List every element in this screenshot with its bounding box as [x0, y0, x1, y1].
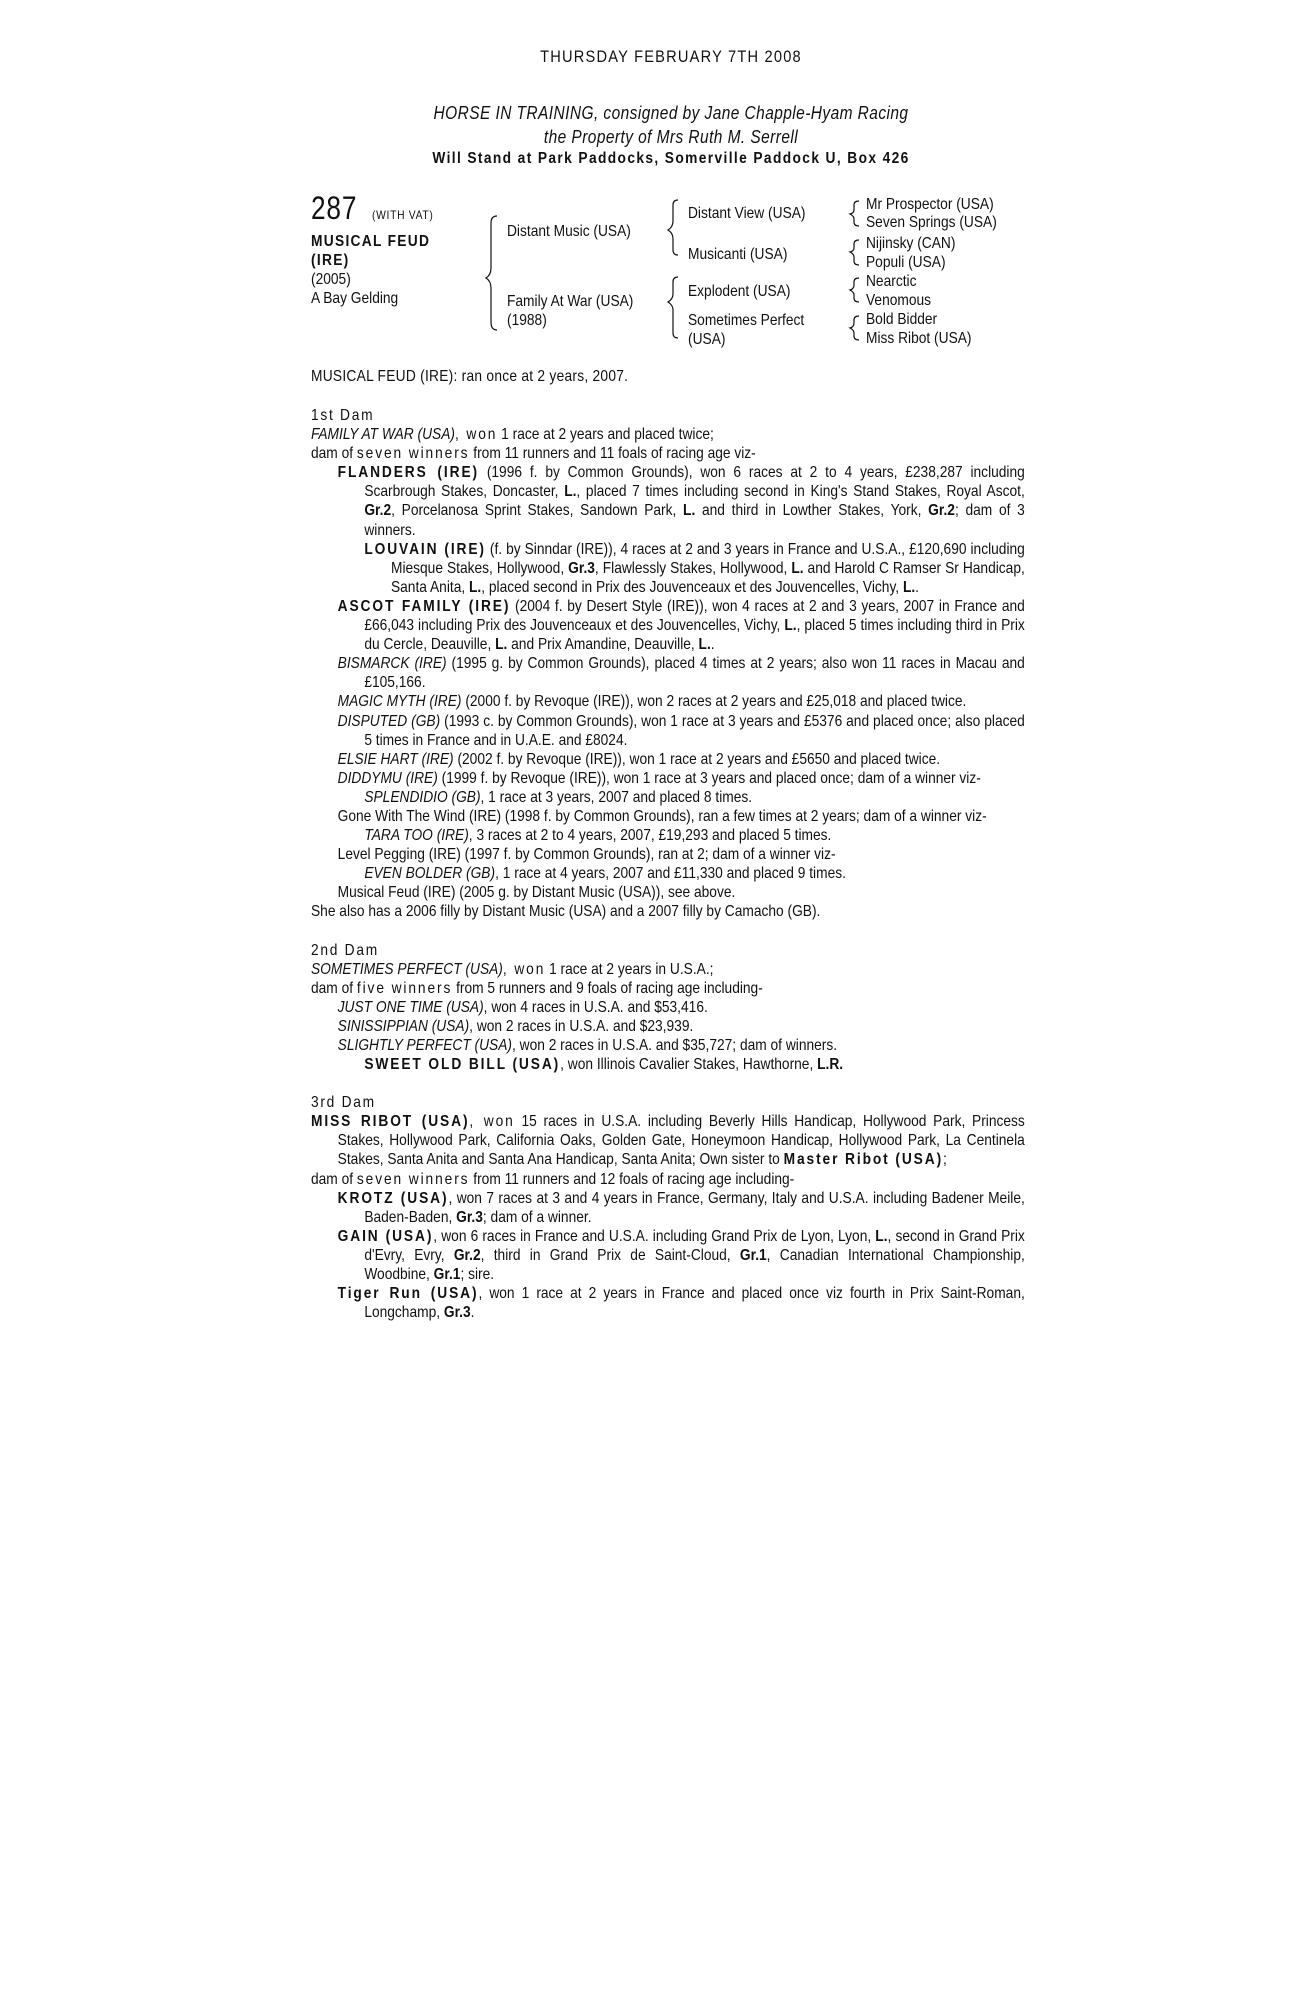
entry-text: She also has a 2006 filly by Distant Music (USA) and a 2007 filly by Camacho (GB).	[311, 903, 821, 921]
vat-note: (WITH VAT)	[372, 208, 434, 222]
pedigree-sds: Nijinsky (CAN)	[866, 235, 956, 252]
grade-badge: Gr.2	[364, 502, 392, 520]
entry-text: , second in Grand Prix d'Evry, Evry,	[364, 1227, 1025, 1264]
grade-badge: L.	[495, 636, 508, 654]
entry-text: (1995 g. by Common Grounds), placed 4 times at 2 years; also won 11 races in Macau and £105,166.	[364, 655, 1025, 692]
produce-entry	[311, 1189, 1025, 1227]
produce-entry	[311, 883, 1025, 902]
runner-name: KROTZ (USA)	[337, 1189, 449, 1207]
third-dam-heading: 3rd Dam	[311, 1094, 376, 1112]
first-dam-record	[311, 425, 1025, 444]
horse-year: (2005)	[311, 271, 351, 288]
runner-name: SWEET OLD BILL (USA)	[364, 1056, 561, 1074]
produce-suffix: from 11 runners and 11 foals of racing age viz-	[469, 445, 756, 463]
entry-text: (f. by Sinndar (IRE)), 4 races at 2 and 3 years in France and U.S.A., £120,690 including Miesque Stakes, Hollywood,	[390, 540, 1025, 577]
entry-text: (2004 f. by Desert Style (IRE)), won 4 races at 2 and 3 years, 2007 in France and £66,043 including Prix des Jouvenceaux et des Jouvencelles, Vichy,	[364, 597, 1025, 635]
grade-badge: Gr.1	[433, 1266, 461, 1284]
brace-gen2-bottom	[668, 277, 678, 338]
produce-entry	[311, 788, 1025, 807]
runner-name: ASCOT FAMILY (IRE)	[337, 597, 511, 615]
grade-badge: L.R.	[817, 1056, 844, 1074]
runner-name: EVEN BOLDER (GB)	[364, 865, 496, 883]
brace-gen3-1	[850, 201, 859, 226]
grade-badge: Gr.3	[568, 559, 595, 577]
brace-gen3-3	[850, 278, 859, 302]
dam-name: FAMILY AT WAR (USA)	[311, 426, 455, 444]
pedigree-dam-sire: Explodent (USA)	[688, 283, 791, 300]
runner-name: MAGIC MYTH (IRE)	[337, 693, 462, 711]
horse-name: MUSICAL FEUD	[311, 233, 431, 250]
runner-name: JUST ONE TIME (USA)	[337, 998, 484, 1016]
produce-prefix: dam of	[311, 979, 357, 997]
pedigree-dam-dam: Sometimes Perfect	[688, 312, 805, 329]
grade-badge: Gr.2	[928, 502, 955, 520]
grade-badge: L.	[683, 502, 696, 520]
entry-text: , placed 5 times including third in Prix du Cercle, Deauville,	[364, 617, 1025, 654]
dam-record-text: 1 race at 2 years and placed twice;	[497, 426, 714, 444]
produce-entry	[311, 750, 1025, 769]
grade-badge: Gr.2	[453, 1246, 481, 1264]
sale-date: THURSDAY FEBRUARY 7TH 2008	[540, 47, 802, 66]
runner-name: DISPUTED (GB)	[337, 712, 441, 730]
grade-badge: L.	[564, 483, 577, 501]
runner-name: FLANDERS (IRE)	[337, 464, 479, 482]
brace-gen3-2	[850, 240, 859, 265]
produce-prefix: dam of	[311, 445, 357, 463]
brace-gen3-4	[850, 316, 859, 340]
also-note	[311, 902, 1025, 921]
pedigree-sire: Distant Music (USA)	[507, 223, 631, 240]
produce-entry	[311, 1227, 1025, 1284]
entry-text: .	[915, 578, 920, 596]
consignor-line: HORSE IN TRAINING, consigned by Jane Chapple-Hyam Racing	[433, 103, 909, 123]
pedigree-sire-dam: Musicanti (USA)	[688, 246, 788, 263]
produce-entry	[311, 1055, 1025, 1074]
grade-badge: Gr.3	[443, 1304, 471, 1322]
winners-count: five winners	[356, 979, 453, 997]
entry-text: (1993 c. by Common Grounds), won 1 race at 3 years and £5376 and placed once; also placed 5 times in France and in U.A.E. and £8024.	[364, 712, 1025, 749]
produce-suffix: from 11 runners and 12 foals of racing age including-	[469, 1170, 795, 1188]
produce-entry	[311, 1017, 1025, 1036]
entry-text: , 1 race at 4 years, 2007 and £11,330 and placed 9 times.	[495, 865, 846, 883]
grade-badge: Gr.1	[739, 1246, 767, 1264]
entry-text: .	[710, 636, 715, 654]
entry-text: , won Illinois Cavalier Stakes, Hawthorne,	[560, 1056, 818, 1074]
winners-count: seven winners	[356, 1170, 470, 1188]
entry-text: , third in Grand Prix de Saint-Cloud,	[480, 1246, 740, 1264]
owner-line: the Property of Mrs Ruth M. Serrell	[543, 127, 799, 147]
pedigree-dam-dam-country: (USA)	[688, 331, 726, 348]
entry-text: , 3 races at 2 to 4 years, 2007, £19,293 and placed 5 times.	[468, 827, 832, 845]
dam-name: MISS RIBOT (USA)	[311, 1113, 470, 1131]
produce-entry	[311, 1036, 1025, 1055]
grade-badge: L.	[698, 636, 711, 654]
horse-country: (IRE)	[311, 252, 350, 269]
produce-entry	[311, 864, 1025, 883]
grade-badge: L.	[469, 578, 482, 596]
runner-name: BISMARCK (IRE)	[337, 655, 447, 673]
grade-badge: Gr.3	[456, 1208, 483, 1226]
won-word: , won	[454, 426, 498, 444]
winners-count: seven winners	[356, 445, 470, 463]
pedigree-dsd: Venomous	[866, 292, 932, 309]
pedigree-sss: Mr Prospector (USA)	[866, 196, 994, 213]
runner-name: Tiger Run (USA)	[337, 1285, 479, 1303]
produce-prefix: dam of	[311, 1170, 357, 1188]
produce-entry	[311, 826, 1025, 845]
runner-name: LOUVAIN (IRE)	[364, 540, 486, 558]
entry-text: , placed 7 times including second in King's Stand Stakes, Royal Ascot,	[576, 483, 1025, 501]
entry-text: (2000 f. by Revoque (IRE)), won 2 races at 2 years and £25,018 and placed twice.	[461, 693, 967, 711]
dam-record-text: 15 races in U.S.A. including Beverly Hills Handicap, Hollywood Park, Princess Stakes, Hollywood Park, California Oaks, Golden Gate, Honeymoon Handicap, Hollywood Park, La Centinela Stakes, Santa Anita and Santa Ana Handicap, Santa Anita; Own sister to	[337, 1113, 1025, 1169]
entry-text: ;	[943, 1151, 947, 1169]
location-line: Will Stand at Park Paddocks, Somerville Paddock U, Box 426	[432, 150, 910, 167]
dam-record-text: 1 race at 2 years in U.S.A.;	[545, 960, 714, 978]
produce-entry	[311, 807, 1025, 826]
horse-description: A Bay Gelding	[311, 290, 399, 307]
pedigree-dam: Family At War (USA)	[507, 293, 634, 310]
runner-name: SPLENDIDIO (GB)	[364, 788, 481, 806]
lot-number: 287	[311, 190, 358, 226]
produce-entry	[311, 769, 1025, 788]
second-dam-record	[311, 960, 1025, 979]
entry-text: and third in Lowther Stakes, York,	[695, 502, 929, 520]
won-word: , won	[469, 1113, 515, 1131]
grade-badge: L.	[791, 559, 804, 577]
runner-name: SINISSIPPIAN (USA)	[337, 1017, 470, 1035]
produce-record	[311, 406, 1025, 1322]
entry-text: ; sire.	[460, 1266, 495, 1284]
second-dam-produce	[311, 979, 1025, 998]
first-dam-produce	[311, 444, 1025, 463]
entry-text: ; dam of a winner.	[482, 1208, 592, 1226]
entry-text: , won 1 race at 2 years in France and placed once viz fourth in Prix Saint-Roman, Longchamp,	[364, 1285, 1025, 1322]
grade-badge: L.	[784, 617, 797, 635]
won-word: , won	[502, 960, 546, 978]
brace-gen1	[486, 216, 497, 330]
produce-entry	[311, 712, 1025, 750]
entry-text: Level Pegging (IRE) (1997 f. by Common Grounds), ran at 2; dam of a winner viz-	[337, 846, 836, 864]
pedigree-sdd: Populi (USA)	[866, 254, 946, 271]
runner-name: SLIGHTLY PERFECT (USA)	[337, 1037, 512, 1054]
entry-text: , won 4 races in U.S.A. and $53,416.	[483, 998, 708, 1016]
entry-text: and Prix Amandine, Deauville,	[507, 636, 699, 654]
entry-text: , Porcelanosa Sprint Stakes, Sandown Park,	[391, 502, 684, 520]
produce-entry	[311, 692, 1025, 711]
entry-text: Gone With The Wind (IRE) (1998 f. by Common Grounds), ran a few times at 2 years; dam of a winner viz-	[337, 807, 987, 825]
pedigree-ssd: Seven Springs (USA)	[866, 214, 997, 231]
pedigree-dam-year: (1988)	[507, 312, 547, 329]
entry-text: and Harold C Ramser Sr Handicap, Santa Anita,	[390, 559, 1025, 596]
entry-text: (1999 f. by Revoque (IRE)), won 1 race at 3 years and placed once; dam of a winner viz-	[437, 769, 981, 787]
race-record: MUSICAL FEUD (IRE): ran once at 2 years, 2007.	[311, 368, 629, 385]
third-dam-produce	[311, 1170, 1025, 1189]
entry-text: , won 7 races at 3 and 4 years in France, Germany, Italy and U.S.A. including Badener Meile, Baden-Baden,	[364, 1189, 1025, 1226]
sibling-name: Master Ribot (USA)	[783, 1151, 944, 1169]
runner-name: ELSIE HART (IRE)	[337, 750, 454, 768]
entry-text: , 1 race at 3 years, 2007 and placed 8 times.	[480, 788, 753, 806]
grade-badge: L.	[875, 1227, 888, 1245]
pedigree-dss: Nearctic	[866, 273, 917, 290]
produce-suffix: from 5 runners and 9 foals of racing age including-	[452, 979, 763, 997]
runner-name: TARA TOO (IRE)	[364, 827, 469, 845]
first-dam-heading: 1st Dam	[311, 407, 375, 424]
dam-name: SOMETIMES PERFECT (USA)	[311, 960, 503, 978]
produce-entry	[311, 540, 1025, 597]
pedigree-sire-sire: Distant View (USA)	[688, 205, 806, 222]
brace-gen2-top	[668, 200, 678, 255]
entry-text: , won 2 races in U.S.A. and $23,939.	[469, 1017, 694, 1035]
produce-entry	[311, 845, 1025, 864]
entry-text: .	[470, 1304, 475, 1322]
produce-entry	[311, 463, 1025, 539]
entry-text: , placed second in Prix des Jouvenceaux et des Jouvencelles, Vichy,	[481, 578, 903, 596]
entry-text: (1996 f. by Common Grounds), won 6 races at 2 to 4 years, £238,287 including Scarbrough Stakes, Doncaster,	[364, 464, 1025, 501]
second-dam-heading: 2nd Dam	[311, 941, 379, 959]
third-dam-record	[311, 1112, 1025, 1169]
grade-badge: L.	[902, 578, 916, 596]
produce-entry	[311, 654, 1025, 692]
runner-name: GAIN (USA)	[337, 1227, 434, 1245]
entry-text: , Canadian International Championship, Woodbine,	[364, 1246, 1025, 1284]
pedigree-ddd: Miss Ribot (USA)	[866, 330, 972, 347]
produce-entry	[311, 998, 1025, 1017]
produce-entry	[311, 597, 1025, 654]
entry-text: , won 6 races in France and U.S.A. including Grand Prix de Lyon, Lyon,	[433, 1227, 876, 1245]
entry-text: ; dam of 3 winners.	[364, 502, 1025, 539]
pedigree-dds: Bold Bidder	[866, 311, 938, 328]
entry-text: (2002 f. by Revoque (IRE)), won 1 race at 2 years and £5650 and placed twice.	[453, 750, 941, 768]
entry-text: , Flawlessly Stakes, Hollywood,	[594, 559, 792, 577]
runner-name: DIDDYMU (IRE)	[337, 769, 438, 787]
produce-entry	[311, 1284, 1025, 1322]
entry-text: Musical Feud (IRE) (2005 g. by Distant Music (USA)), see above.	[337, 884, 736, 902]
entry-text: , won 2 races in U.S.A. and $35,727; dam of winners.	[511, 1037, 838, 1054]
